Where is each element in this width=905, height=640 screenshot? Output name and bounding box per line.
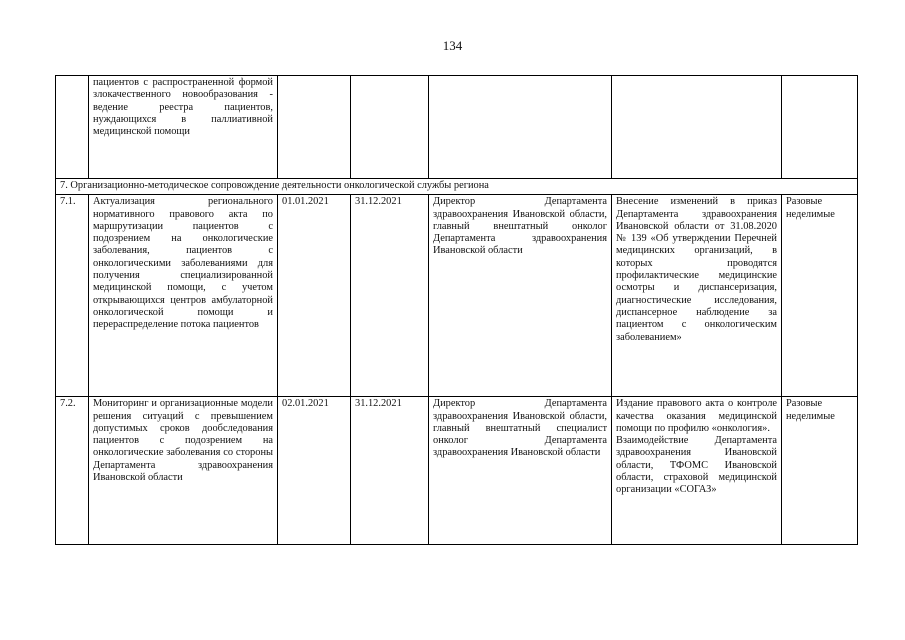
table-row	[56, 195, 858, 397]
row-responsible: Директор Департамента здравоохранения Ивановской области, главный внештатный онколог Департамента здравоохранения Ивановской области	[429, 195, 612, 397]
row-responsible: Директор Департамента здравоохранения Ивановской области, главный внештатный специалист онколог Департамента здравоохранения Ивановской области	[429, 397, 612, 545]
row-activity: Мониторинг и организационные модели решения ситуаций с превышением допустимых сроков дообследования пациентов с подозрением на онкологические заболевания со стороны Департамента здравоохранения Ивановской области	[89, 397, 278, 545]
cont-start-cell	[278, 76, 351, 179]
row-type: Разовые неделимые	[782, 195, 858, 397]
row-end-date: 31.12.2021	[351, 397, 429, 545]
cont-num-cell	[56, 76, 89, 179]
cont-type-cell	[782, 76, 858, 179]
continuation-row	[56, 76, 858, 179]
section-row	[56, 179, 858, 195]
section-title: 7. Организационно-методическое сопровождение деятельности онкологической службы региона	[56, 179, 858, 195]
row-result	[612, 397, 782, 545]
row-result: Внесение изменений в приказ Департамента здравоохранения Ивановской области от 31.08.2020 № 139 «Об утверждении Перечней медицинских организаций, в которых проводятся профилактические медицинские осмотры и диспансеризация, диагностические исследования, диспансерное наблюдение за пациентом с онкологическим заболеванием»	[612, 195, 782, 397]
action-plan-table	[55, 75, 858, 545]
table-row	[56, 397, 858, 545]
row-end-date: 31.12.2021	[351, 195, 429, 397]
row-activity: Актуализация регионального нормативного правового акта по маршрутизации пациентов с подозрением на онкологические заболевания, пациентов с онкологическими заболеваниями для получения специализированной медицинской помощи, с учетом открывающихся центров амбулаторной онкологической помощи и перераспределение потока пациентов	[89, 195, 278, 397]
cont-activity-cell: пациентов с распространенной формой злокачественного новообразования - ведение реестра пациентов, нуждающихся в паллиативной медицинской помощи	[89, 76, 278, 179]
row-num: 7.2.	[56, 397, 89, 545]
row-num: 7.1.	[56, 195, 89, 397]
row-start-date: 02.01.2021	[278, 397, 351, 545]
row-type: Разовые неделимые	[782, 397, 858, 545]
row-start-date: 01.01.2021	[278, 195, 351, 397]
row-result-part-1: Издание правового акта о контроле качества оказания медицинской помощи по профилю «онкология».	[616, 398, 777, 434]
cont-responsible-cell	[429, 76, 612, 179]
cont-result-cell	[612, 76, 782, 179]
cont-end-cell	[351, 76, 429, 179]
row-result-part-2: Взаимодействие Департамента здравоохранения Ивановской области, ТФОМС Ивановской области, страховой медицинской организации «СОГАЗ»	[616, 435, 777, 496]
page-number: 134	[442, 38, 463, 53]
